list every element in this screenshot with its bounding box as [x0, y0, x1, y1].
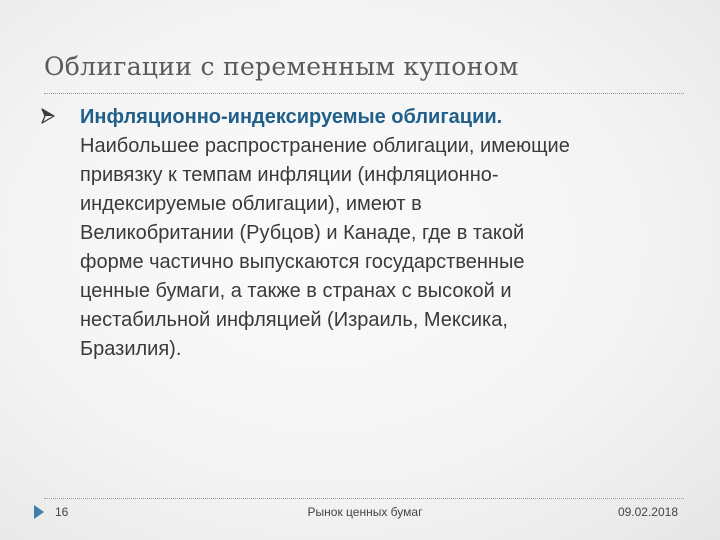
bullet-line: Наибольшее распространение облигации, имеющие [80, 135, 570, 157]
slide-title: Облигации с переменным купоном [44, 52, 519, 81]
bullet-line: Бразилия). [80, 338, 182, 360]
title-divider [44, 93, 684, 94]
bullet-line: привязку к темпам инфляции (инфляционно- [80, 164, 499, 186]
bullet-line: форме частично выпускаются государственные [80, 251, 525, 273]
bullet-lead: Инфляционно-индексируемые облигации. [80, 106, 503, 128]
page-number: 16 [55, 505, 69, 519]
bullet-line: индексируемые облигации), имеют в [80, 193, 422, 215]
triangle-marker-icon [34, 505, 44, 519]
footer-date: 09.02.2018 [617, 505, 678, 519]
footer-divider [44, 498, 684, 499]
footer-title: Рынок ценных бумаг [307, 505, 423, 519]
bullet-line: Великобритании (Рубцов) и Канаде, где в такой [80, 222, 525, 244]
bullet-line: нестабильной инфляцией (Израиль, Мексика, [80, 309, 508, 331]
arrow-bullet-icon [41, 108, 55, 124]
bullet-text [80, 103, 690, 364]
bullet-line: ценные бумаги, а также в странах с высокой и [80, 280, 512, 302]
